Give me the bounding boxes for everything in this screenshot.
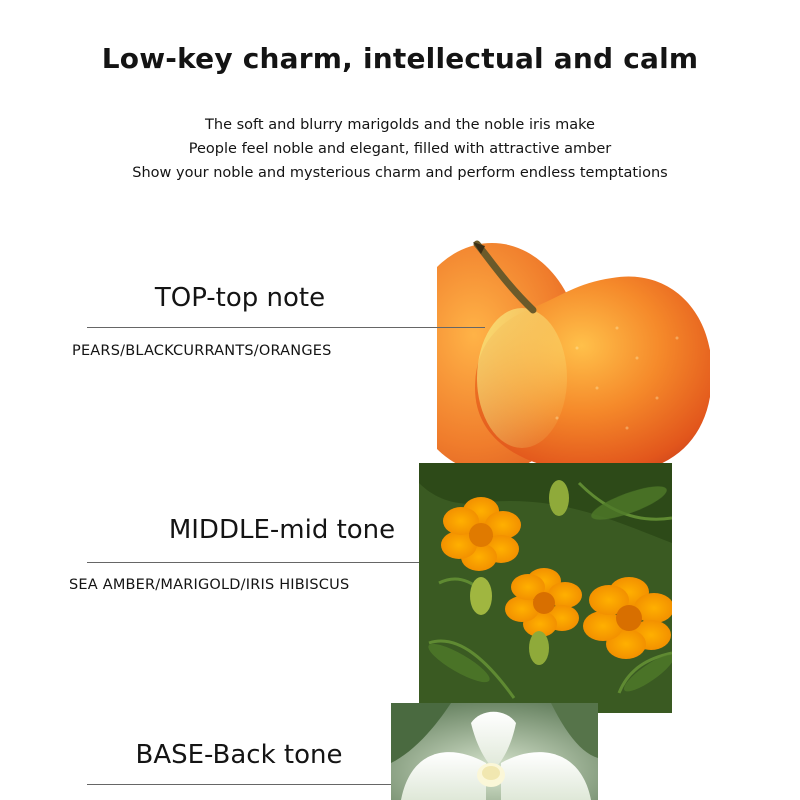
page-headline: Low-key charm, intellectual and calm: [101, 42, 699, 75]
top-note-ingredients: PEARS/BLACKCURRANTS/ORANGES: [72, 343, 332, 359]
intro-line: People feel noble and elegant, filled with attractive amber: [188, 141, 612, 157]
marigold-photo: [419, 463, 672, 713]
intro-text: [0, 113, 800, 185]
middle-note-divider: [87, 562, 419, 563]
pear-photo: [437, 238, 710, 470]
middle-note-title: MIDDLE-mid tone: [168, 515, 396, 545]
middle-note-ingredients: SEA AMBER/MARIGOLD/IRIS HIBISCUS: [69, 577, 350, 593]
intro-line: Show your noble and mysterious charm and perform endless temptations: [132, 165, 668, 181]
intro-line: The soft and blurry marigolds and the noble iris make: [205, 117, 595, 133]
top-note-title: TOP-top note: [154, 283, 326, 313]
base-note-title: BASE-Back tone: [135, 740, 343, 770]
iris-photo: [391, 703, 598, 800]
base-note-divider: [87, 784, 391, 785]
top-note-divider: [87, 327, 485, 328]
